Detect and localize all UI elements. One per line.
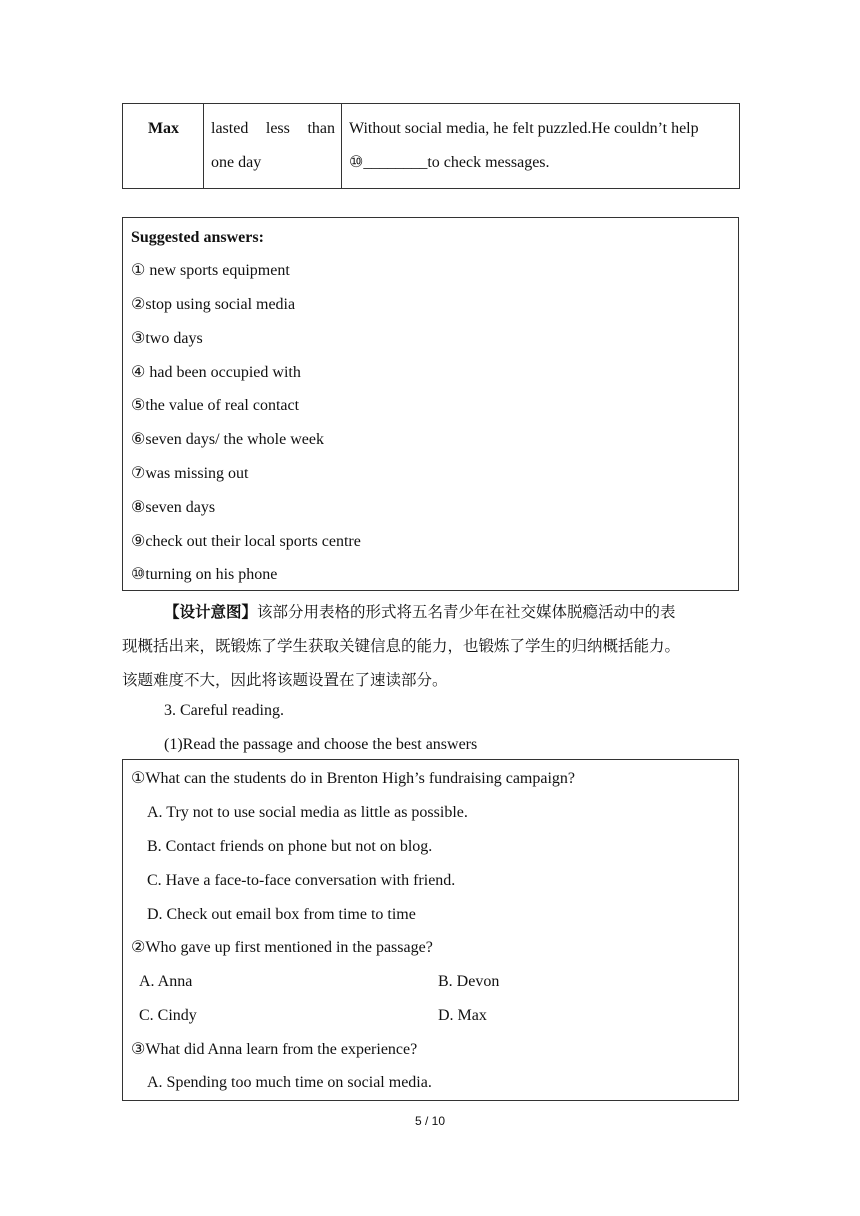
duration-line-2: one day [211,154,262,171]
table-row [123,104,740,189]
option-b: B. Contact friends on phone but not on blog. [147,838,433,855]
question-1: ①What can the students do in Brenton High’s fundraising campaign? [131,770,576,787]
option-a: A. Try not to use social media as little as possible. [147,804,468,821]
section-heading: 3. Careful reading. [164,702,284,719]
answer-item: ⑥seven days/ the whole week [131,431,324,448]
answer-item: ⑦was missing out [131,465,249,482]
sub-heading: (1)Read the passage and choose the best answers [164,736,478,753]
answer-item: ⑧seven days [131,499,216,516]
option-a: A. Anna [139,973,193,990]
answer-item: ④ had been occupied with [131,364,301,381]
answer-item: ⑩turning on his phone [131,566,278,583]
design-intent-paragraph [122,595,739,697]
duration-line-1: lasted less than [211,120,335,137]
duration-cell [204,104,342,189]
design-intent-line-2: 现概括出来，既锻炼了学生获取关键信息的能力，也锻炼了学生的归纳概括能力。 [122,637,681,655]
answer-item: ⑤the value of real contact [131,397,300,414]
option-a: A. Spending too much time on social media. [147,1074,432,1091]
description-line-2: ⑩________to check messages. [349,154,550,171]
answer-item: ① new sports equipment [131,262,290,279]
student-summary-table [122,103,740,189]
option-c: C. Have a face-to-face conversation with friend. [147,872,456,889]
option-d: D. Check out email box from time to time [147,906,416,923]
answers-title: Suggested answers: [131,229,264,246]
option-c: C. Cindy [139,1007,197,1024]
design-intent-label: 【设计意图】 [164,603,258,621]
answer-item: ②stop using social media [131,296,296,313]
answer-item: ③two days [131,330,203,347]
questions-box [122,759,739,1101]
description-cell [342,104,740,189]
page-number: 5 / 10 [414,1114,446,1128]
student-name-cell: Max [123,104,204,189]
answer-item: ⑨check out their local sports centre [131,533,361,550]
question-2: ②Who gave up first mentioned in the passage? [131,939,433,956]
design-intent-line-1: 该部分用表格的形式将五名青少年在社交媒体脱瘾活动中的表 [257,603,676,621]
option-b: B. Devon [438,973,500,990]
option-d: D. Max [438,1007,487,1024]
design-intent-line-3: 该题难度不大，因此将该题设置在了速读部分。 [122,671,448,689]
description-line-1: Without social media, he felt puzzled.He couldn’t help [349,120,699,137]
question-3: ③What did Anna learn from the experience? [131,1041,418,1058]
suggested-answers-box [122,217,739,591]
